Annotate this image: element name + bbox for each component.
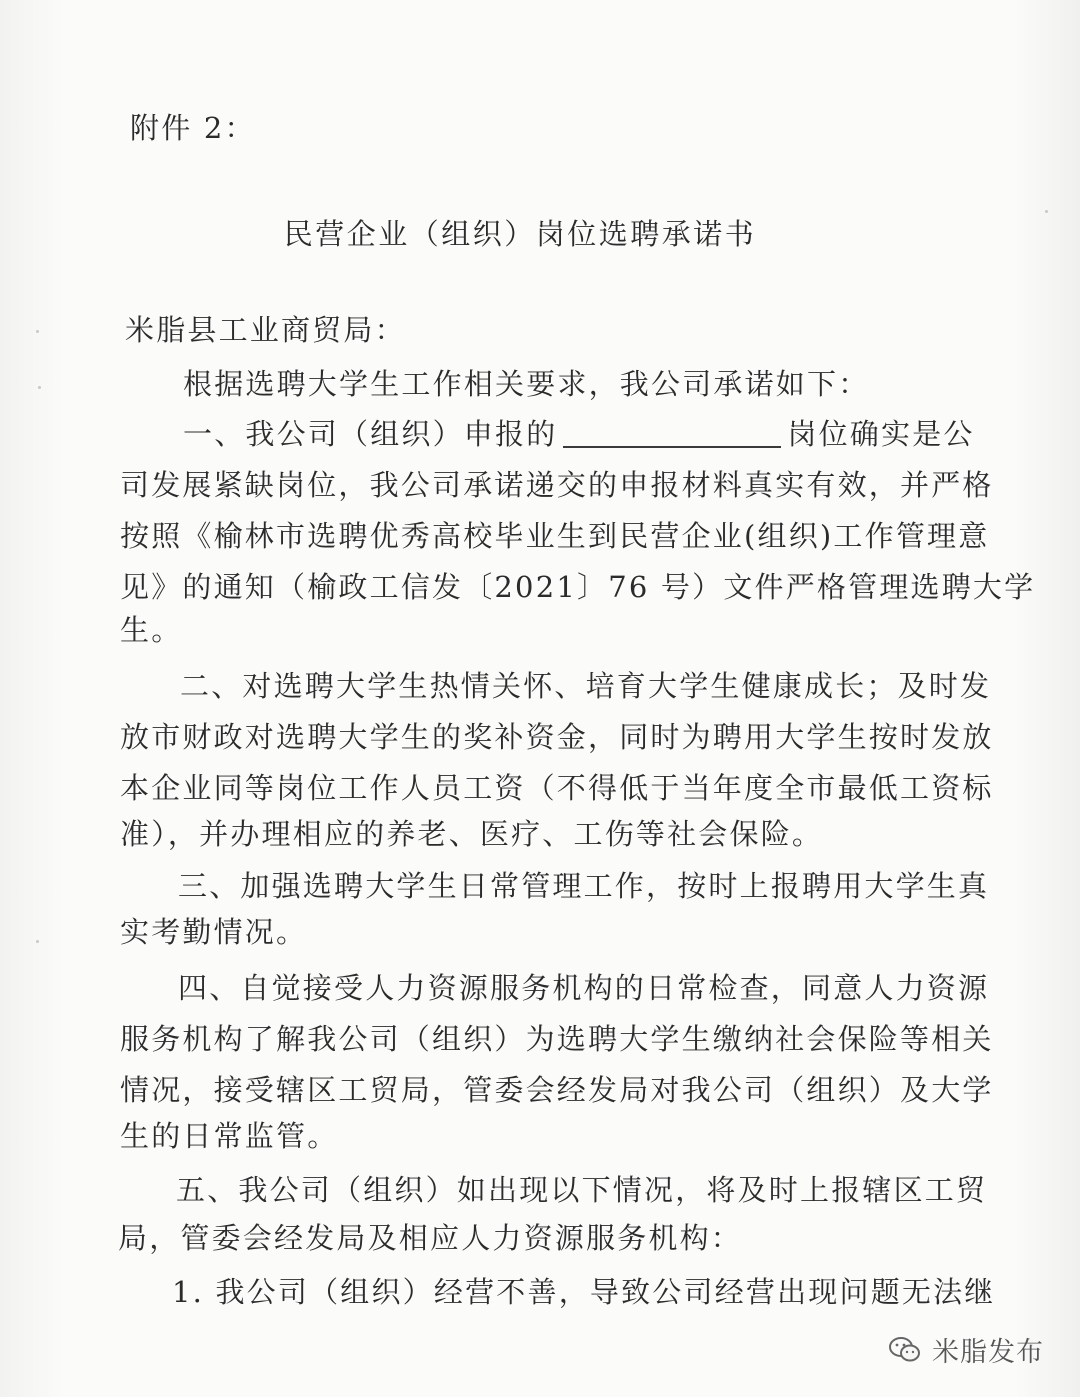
clause-1-line-3: 按照《榆林市选聘优秀高校毕业生到民营企业(组织)工作管理意 (120, 519, 990, 553)
position-blank-field (563, 416, 781, 448)
clause-1-line-2: 司发展紧缺岗位，我公司承诺递交的申报材料真实有效，并严格 (120, 468, 994, 502)
clause-2-line-3: 本企业同等岗位工作人员工资（不得低于当年度全市最低工资标 (120, 771, 994, 805)
clause-3-line-2: 实考勤情况。 (120, 915, 308, 949)
clause-1-text-a: 一、我公司（组织）申报的 (183, 417, 558, 451)
addressee: 米脂县工业商贸局： (125, 313, 406, 347)
clause-4-line-2: 服务机构了解我公司（组织）为选聘大学生缴纳社会保险等相关 (120, 1022, 994, 1056)
clause-4-line-1: 四、自觉接受人力资源服务机构的日常检查，同意人力资源 (178, 971, 990, 1005)
scan-speck (1045, 210, 1048, 213)
clause-5-line-2: 局，管委会经发局及相应人力资源服务机构： (118, 1221, 743, 1255)
clause-4-line-3: 情况，接受辖区工贸局，管委会经发局对我公司（组织）及大学 (120, 1073, 994, 1107)
clause-5-line-1: 五、我公司（组织）如出现以下情况，将及时上报辖区工贸 (176, 1173, 988, 1207)
attachment-label: 附件 2： (130, 111, 256, 145)
scan-speck (36, 330, 39, 333)
clause-1-line-1 (183, 414, 975, 454)
scan-speck (38, 386, 41, 389)
watermark-text: 米脂发布 (932, 1337, 1044, 1368)
clause-1-line-5: 生。 (120, 613, 183, 647)
clause-1-line-4: 见》的通知（榆政工信发〔2021〕76 号）文件严格管理选聘大学 (120, 570, 1036, 604)
intro-paragraph: 根据选聘大学生工作相关要求，我公司承诺如下： (183, 367, 870, 401)
watermark (888, 1330, 1044, 1369)
clause-3-line-1: 三、加强选聘大学生日常管理工作，按时上报聘用大学生真 (178, 869, 990, 903)
document-title: 民营企业（组织）岗位选聘承诺书 (283, 217, 757, 251)
wechat-icon (888, 1336, 922, 1364)
clause-2-line-1: 二、对选聘大学生热情关怀、培育大学生健康成长；及时发 (180, 669, 992, 703)
scan-speck (36, 940, 39, 943)
clause-4-line-4: 生的日常监管。 (120, 1119, 339, 1153)
clause-2-line-2: 放市财政对选聘大学生的奖补资金，同时为聘用大学生按时发放 (120, 720, 994, 754)
item-1: 1. 我公司（组织）经营不善，导致公司经营出现问题无法继 (172, 1275, 996, 1309)
clause-2-line-4: 准），并办理相应的养老、医疗、工伤等社会保险。 (120, 817, 824, 851)
clause-1-text-b: 岗位确实是公 (787, 417, 975, 451)
